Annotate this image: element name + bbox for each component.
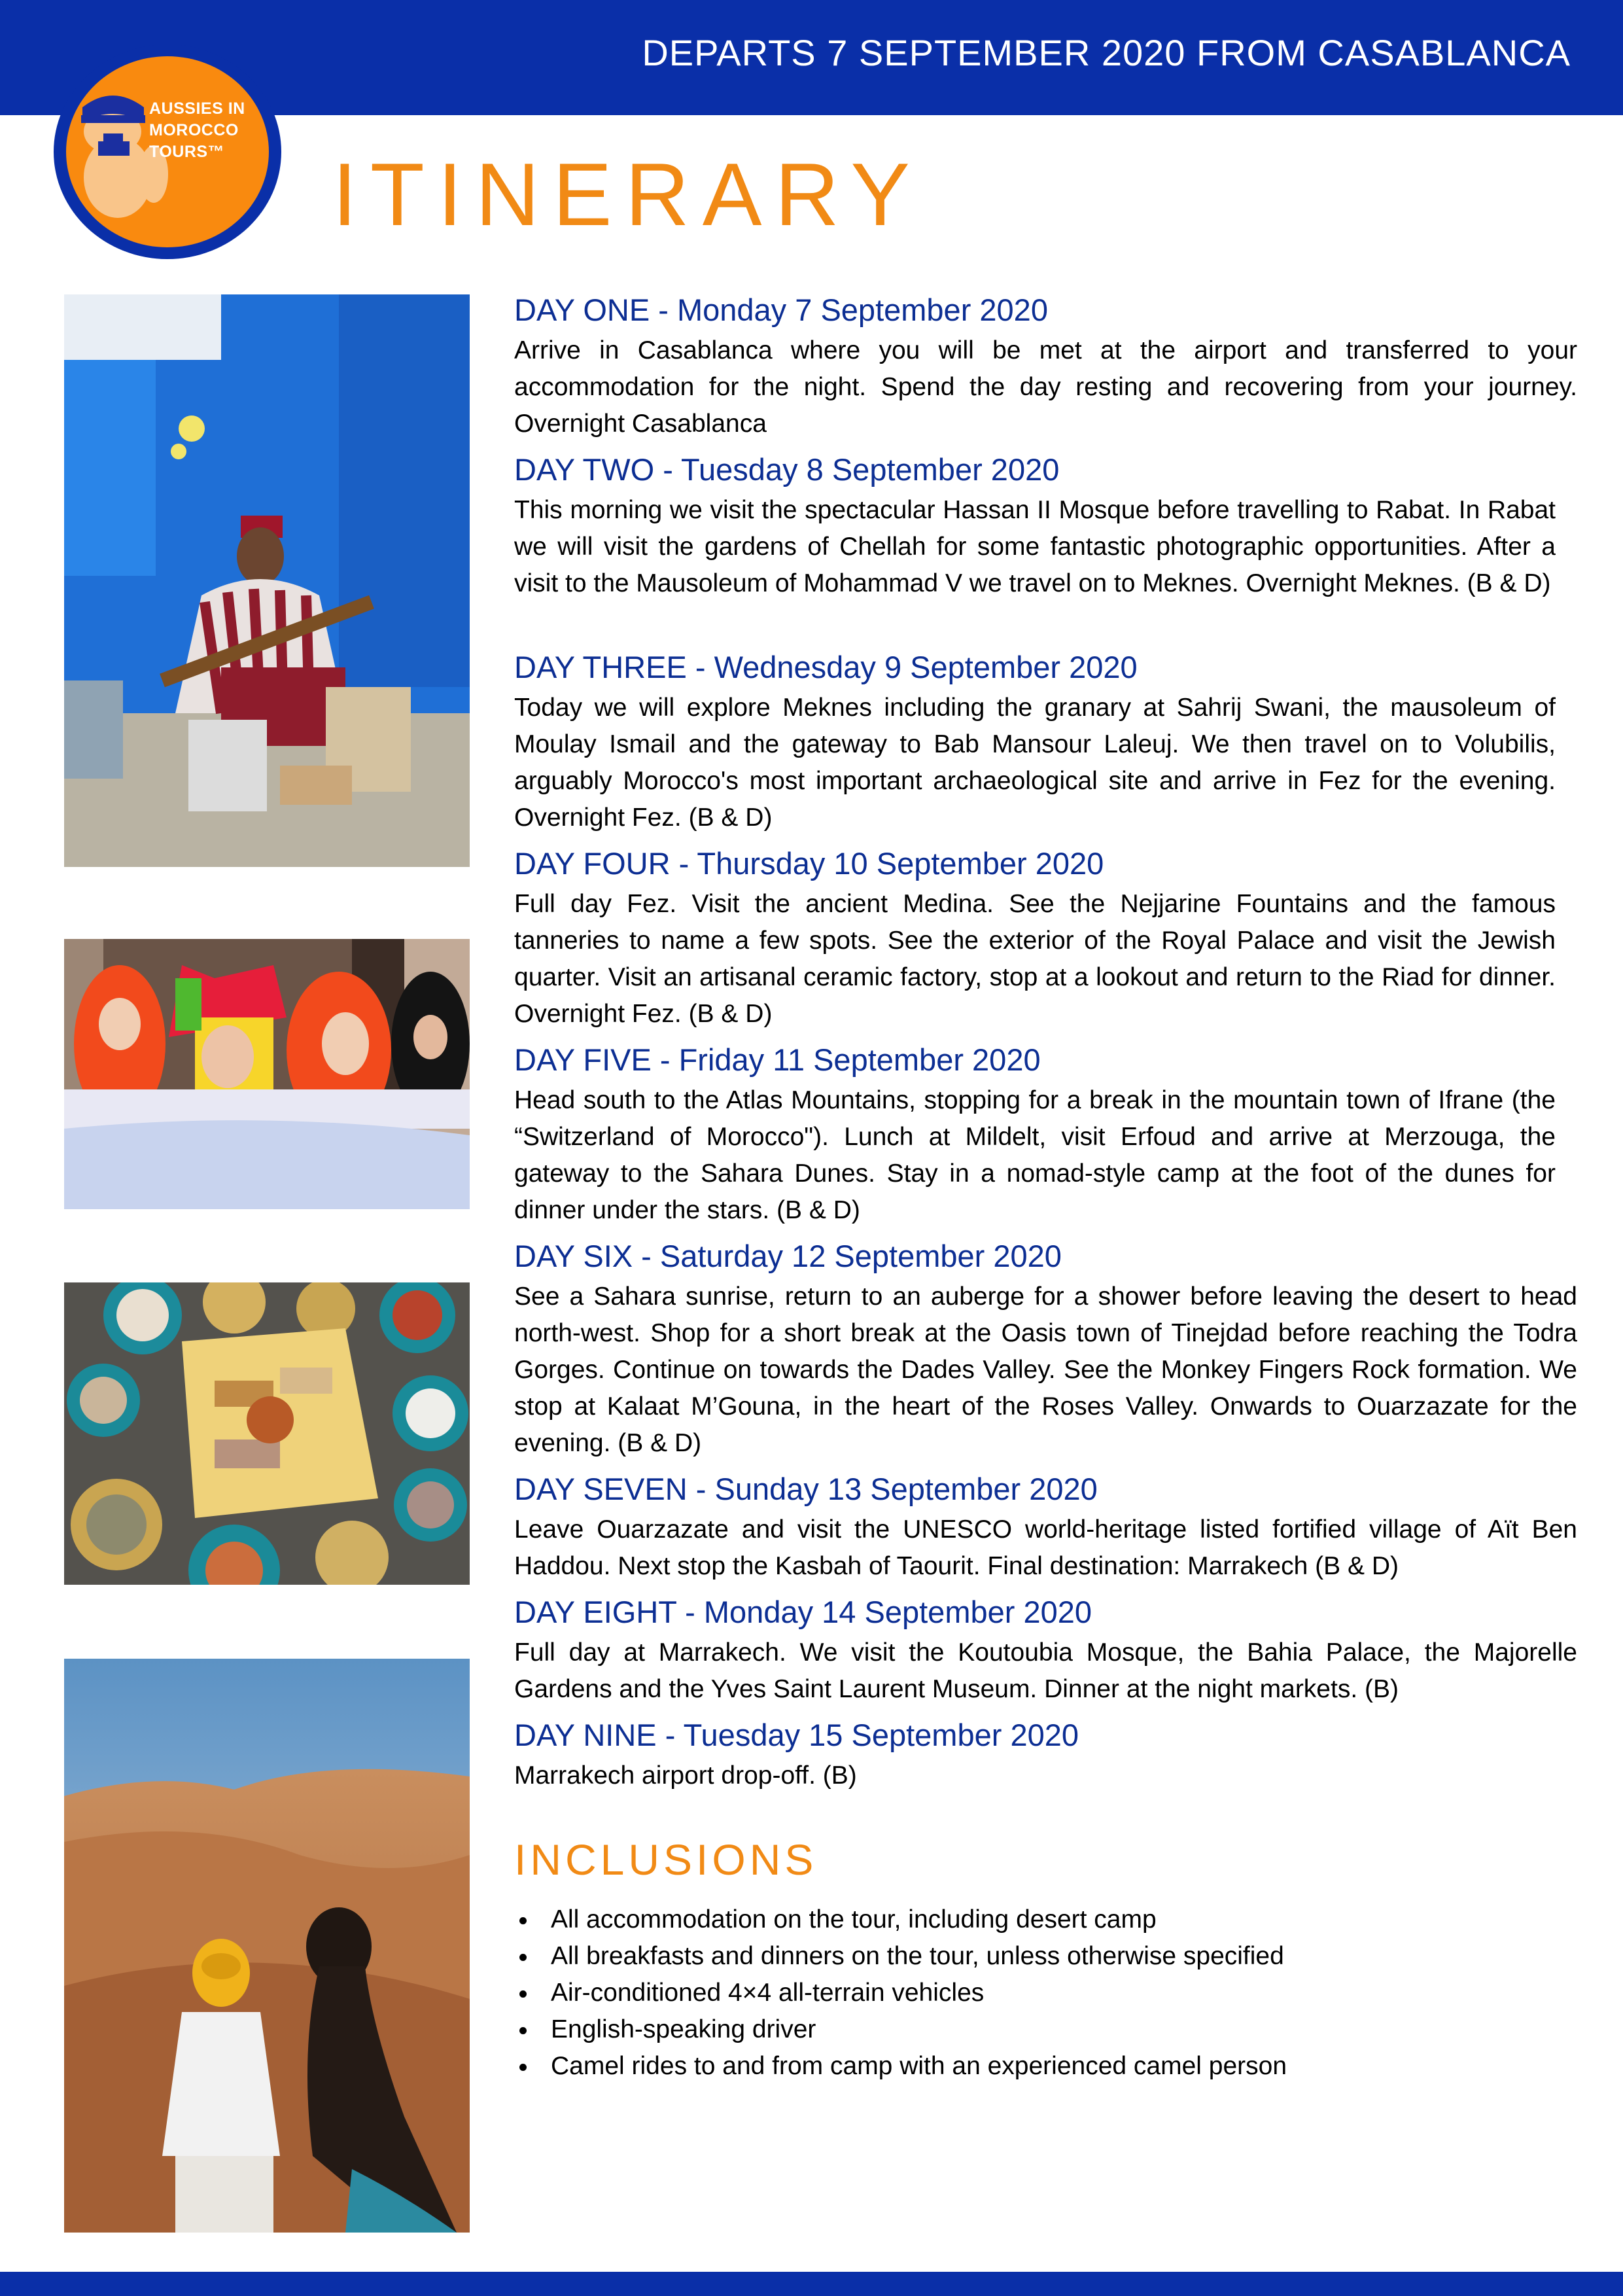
day-description: Full day at Marrakech. We visit the Koutoubia Mosque, the Bahia Palace, the Majorelle Gardens and the Yves Saint Laurent Museum. Dinner at the night markets. (B) [514,1638,1577,1703]
day-heading: DAY ONE - Monday 7 September 2020 [514,292,1048,327]
day-heading: DAY SIX - Saturday 12 September 2020 [514,1239,1062,1273]
company-logo [52,43,283,260]
inclusions-title: INCLUSIONS [514,1835,818,1884]
day-description: Today we will explore Meknes including the granary at Sahrij Swani, the mausoleum of Moulay Ismail and the gateway to Bab Mansour Laleuj. We then travel on to Volubilis, arguably Morocco's most important archaeological site and arrive in Fez for the evening. Overnight Fez. (B & D) [514,694,1556,832]
day-description: See a Sahara sunrise, return to an auberge for a shower before leaving the desert to head north-west. Shop for a short break at the Oasis town of Tinejdad before reaching the Todra Gorges. Continue on towards the Dades Valley. See the Monkey Fingers Rock formation. We stop at Kalaat M’Gouna, in the heart of the Roses Valley. Onwards to Ouarzazate for the evening. (B & D) [514,1282,1577,1457]
page-title: ITINERARY [332,145,923,244]
departure-banner: DEPARTS 7 SEPTEMBER 2020 FROM CASABLANCA [642,32,1571,73]
day-heading: DAY EIGHT - Monday 14 September 2020 [514,1595,1092,1629]
day-heading: DAY THREE - Wednesday 9 September 2020 [514,650,1138,684]
festival-women-photo-icon [64,939,470,1209]
list-item: All breakfasts and dinners on the tour, unless otherwise specified [514,1938,1577,1975]
logo-line-1: AUSSIES IN [149,99,245,118]
logo-line-2: MOROCCO [149,121,239,139]
day-description: This morning we visit the spectacular Hassan II Mosque before travelling to Rabat. In Rabat we will visit the gardens of Chellah for some fantastic photographic opportunities. After a visit to the Mausoleum of Mohammad V we travel on to Meknes. Overnight Meknes. (B & D) [514,496,1556,597]
inclusions-list [514,1901,1577,2085]
itinerary-content [514,291,1577,2085]
desert-camel-photo-icon [64,1659,470,2233]
musician-photo-icon [64,294,470,867]
day-heading: DAY NINE - Tuesday 15 September 2020 [514,1718,1079,1752]
list-item: All accommodation on the tour, including desert camp [514,1901,1577,1938]
moroccan-food-photo-icon [64,1282,470,1585]
day-description: Full day Fez. Visit the ancient Medina. See the Nejjarine Fountains and the famous tanneries to name a few spots. See the exterior of the Royal Palace and visit the Jewish quarter. Visit an artisanal ceramic factory, stop at a lookout and return to the Riad for dinner. Overnight Fez. (B & D) [514,890,1556,1028]
list-item: English-speaking driver [514,2011,1577,2048]
logo-line-3: TOURS™ [149,143,225,161]
footer-bar [0,2272,1623,2296]
day-heading: DAY TWO - Tuesday 8 September 2020 [514,452,1060,487]
list-item: Camel rides to and from camp with an experienced camel person [514,2048,1577,2085]
list-item: Air-conditioned 4×4 all-terrain vehicles [514,1975,1577,2011]
day-description: Leave Ouarzazate and visit the UNESCO world-heritage listed fortified village of Aït Ben Haddou. Next stop the Kasbah of Taourit. Final destination: Marrakech (B & D) [514,1515,1577,1580]
day-heading: DAY SEVEN - Sunday 13 September 2020 [514,1472,1098,1506]
day-description: Marrakech airport drop-off. (B) [514,1761,857,1790]
day-description: Arrive in Casablanca where you will be met at the airport and transferred to your accommodation for the night. Spend the day resting and recovering from your journey. Overnight Casablanca [514,336,1577,438]
day-description: Head south to the Atlas Mountains, stopping for a break in the mountain town of Ifrane (the “Switzerland of Morocco"). Lunch at Mildelt, visit Erfoud and arrive at Merzouga, the gateway to the Sahara Dunes. Stay in a nomad-style camp at the foot of the dunes for dinner under the stars. (B & D) [514,1086,1556,1224]
day-heading: DAY FOUR - Thursday 10 September 2020 [514,846,1104,881]
day-heading: DAY FIVE - Friday 11 September 2020 [514,1042,1041,1077]
